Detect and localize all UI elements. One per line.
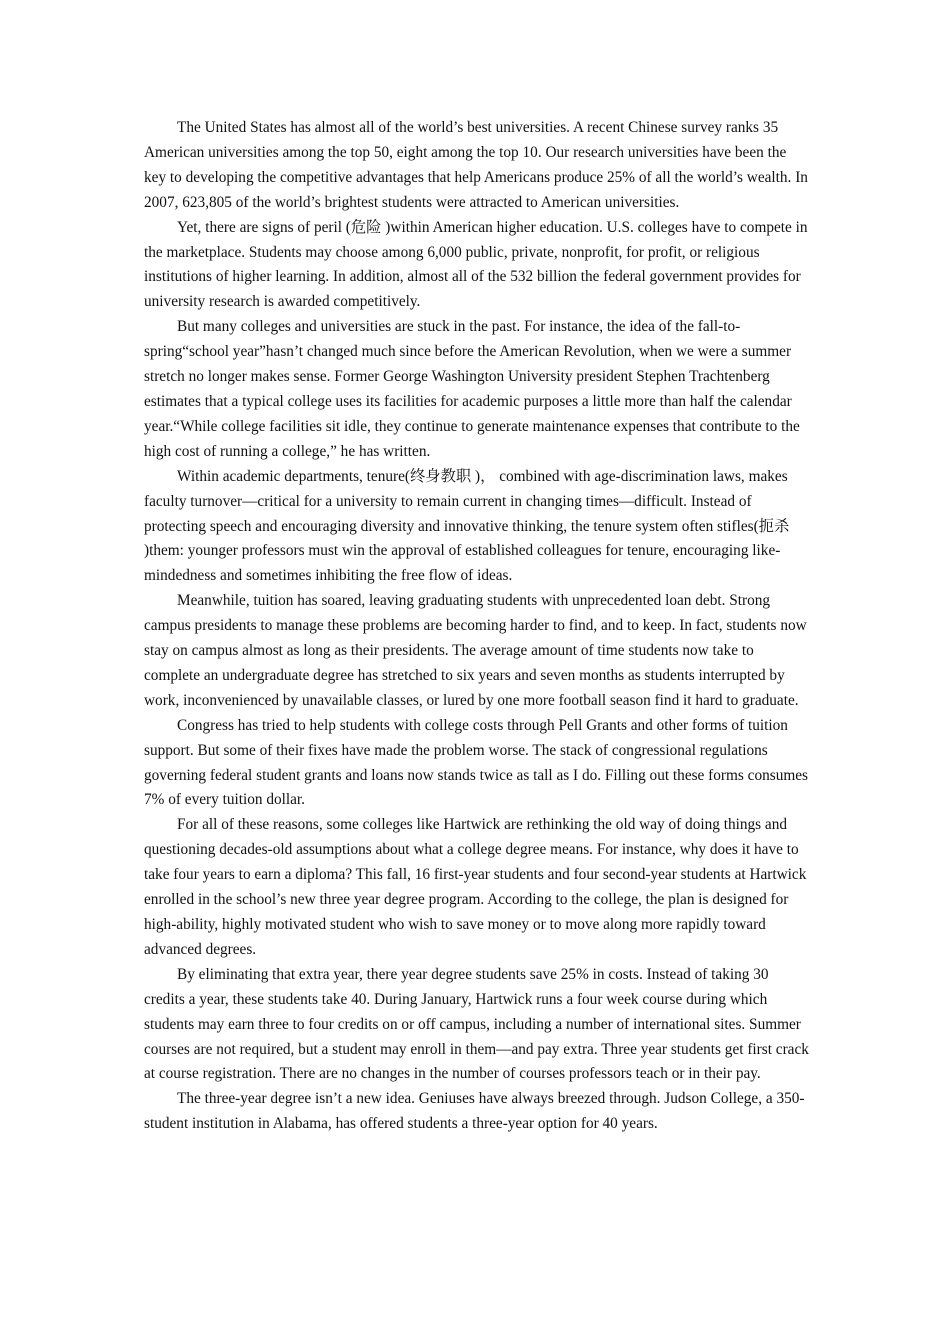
- paragraph-5: Meanwhile, tuition has soared, leaving graduating students with unprecedented loan debt. Strong campus presidents to manage these problems are becoming harder to find, and to keep. In fact, students now stay on campus almost as long as their presidents. The average amount of time students now take to complete an undergraduate degree has stretched to six years and seven months as students interrupted by work, inconvenienced by unavailable classes, or lured by one more football season find it hard to graduate.: [144, 592, 807, 709]
- paragraph-2: Yet, there are signs of peril (危险 )within American higher education. U.S. colleges have to compete in the marketplace. Students may choose among 6,000 public, private, nonprofit, for profit, or religious institutions of higher learning. In addition, almost all of the 532 billion the federal government provides for university research is awarded competitively.: [144, 218, 808, 311]
- paragraph-6: Congress has tried to help students with college costs through Pell Grants and other forms of tuition support. But some of their fixes have made the problem worse. The stack of congressional regulations governing federal student grants and loans now stands twice as tall as I do. Filling out these forms consumes 7% of every tuition dollar.: [144, 716, 809, 809]
- document-page: [144, 116, 812, 1137]
- paragraph-3: But many colleges and universities are stuck in the past. For instance, the idea of the fall-to-spring“school year”hasn’t changed much since before the American Revolution, when we were a summer stretch no longer makes sense. Former George Washington University president Stephen Trachtenberg estimates that a typical college uses its facilities for academic purposes a little more than half the calendar year.“While college facilities sit idle, they continue to generate maintenance expenses that contribute to the high cost of running a college,” he has written.: [144, 318, 800, 460]
- paragraph-4: Within academic departments, tenure(终身教职 )， combined with age-discrimination laws, makes faculty turnover—critical for a university to remain current in changing times—difficult. Instead of protecting speech and encouraging diversity and innovative thinking, the tenure system often stifles(扼杀 )them: younger professors must win the approval of established colleagues for tenure, encouraging like-mindedness and sometimes inhibiting the free flow of ideas.: [144, 467, 790, 585]
- paragraph-7: For all of these reasons, some colleges like Hartwick are rethinking the old way of doing things and questioning decades-old assumptions about what a college degree means. For instance, why does it have to take four years to earn a diploma? This fall, 16 first-year students and four second-year students at Hartwick enrolled in the school’s new three year degree program. According to the college, the plan is designed for high-ability, highly motivated student who wish to save money or to move along more rapidly toward advanced degrees.: [144, 816, 807, 958]
- paragraph-9: The three-year degree isn’t a new idea. Geniuses have always breezed through. Judson College, a 350-student institution in Alabama, has offered students a three-year option for 40 years.: [144, 1090, 805, 1133]
- paragraph-8: By eliminating that extra year, there year degree students save 25% in costs. Instead of taking 30 credits a year, these students take 40. During January, Hartwick runs a four week course during which students may earn three to four credits on or off campus, including a number of international sites. Summer courses are not required, but a student may enroll in them—and pay extra. Three year students get first crack at course registration. There are no changes in the number of courses professors teach or in their pay.: [144, 965, 809, 1083]
- paragraph-1: The United States has almost all of the world’s best universities. A recent Chinese survey ranks 35 American universities among the top 50, eight among the top 10. Our research universities have been the key to developing the competitive advantages that help Americans produce 25% of all the world’s wealth. In 2007, 623,805 of the world’s brightest students were attracted to American universities.: [144, 119, 808, 211]
